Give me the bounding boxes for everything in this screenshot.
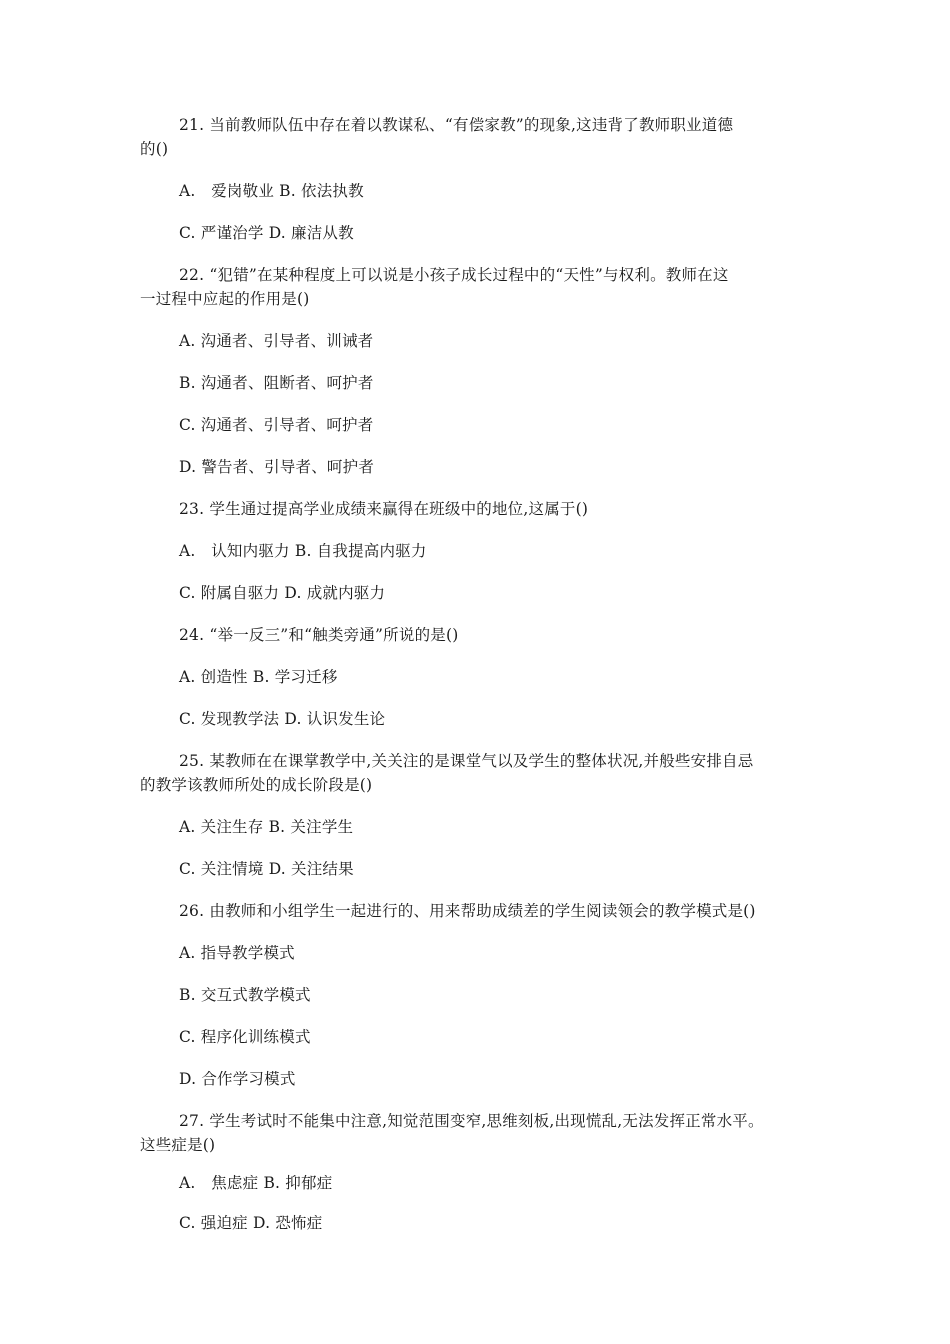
question-27-options-ab: A. 焦虑症 B. 抑郁症 [179,1174,333,1192]
question-24-stem: 24. “举一反三”和“触类旁通”所说的是() [179,626,459,644]
question-23-stem: 23. 学生通过提高学业成绩来赢得在班级中的地位,这属于() [179,500,589,518]
question-25-stem: 25. 某教师在在课掌教学中,关关注的是课堂气以及学生的整体状况,并般些安排自忌 [179,752,754,770]
question-25-options-ab: A. 关注生存 B. 关注学生 [179,818,354,836]
question-22-stem-cont: 一过程中应起的作用是() [140,290,310,308]
question-26-option-c: C. 程序化训练模式 [179,1028,311,1046]
question-22-option-a: A. 沟通者、引导者、训诫者 [179,332,374,350]
question-21-stem-cont: 的() [140,140,169,158]
question-23-options-ab: A. 认知内驱力 B. 自我提高内驱力 [179,542,427,560]
question-24-options-ab: A. 创造性 B. 学习迁移 [179,668,338,686]
question-25-stem-cont: 的教学该教师所处的成长阶段是() [140,776,373,794]
question-26-option-b: B. 交互式教学模式 [179,986,311,1004]
question-22-option-d: D. 警告者、引导者、呵护者 [179,458,375,476]
question-23-options-cd: C. 附属自驱力 D. 成就内驱力 [179,584,386,602]
question-27-stem-cont: 这些症是() [140,1136,216,1154]
question-26-stem: 26. 由教师和小组学生一起进行的、用来帮助成绩差的学生阅读领会的教学模式是() [179,902,756,920]
question-21-options-ab: A. 爱岗敬业 B. 依法执教 [179,182,364,200]
question-22-stem: 22. “犯错”在某种程度上可以说是小孩子成长过程中的“天性”与权利。教师在这 [179,266,729,284]
question-22-option-b: B. 沟通者、阻断者、呵护者 [179,374,374,392]
question-21-stem: 21. 当前教师队伍中存在着以教谋私、“有偿家教”的现象,这违背了教师职业道德 [179,116,734,134]
question-24-options-cd: C. 发现教学法 D. 认识发生论 [179,710,386,728]
question-27-options-cd: C. 强迫症 D. 恐怖症 [179,1214,323,1232]
question-27-stem: 27. 学生考试时不能集中注意,知觉范围变窄,思维刻板,出现慌乱,无法发挥正常水平。 [179,1112,764,1130]
question-22-option-c: C. 沟通者、引导者、呵护者 [179,416,374,434]
question-26-option-d: D. 合作学习模式 [179,1070,296,1088]
question-26-option-a: A. 指导教学模式 [179,944,295,962]
question-25-options-cd: C. 关注情境 D. 关注结果 [179,860,354,878]
question-21-options-cd: C. 严谨治学 D. 廉洁从教 [179,224,354,242]
